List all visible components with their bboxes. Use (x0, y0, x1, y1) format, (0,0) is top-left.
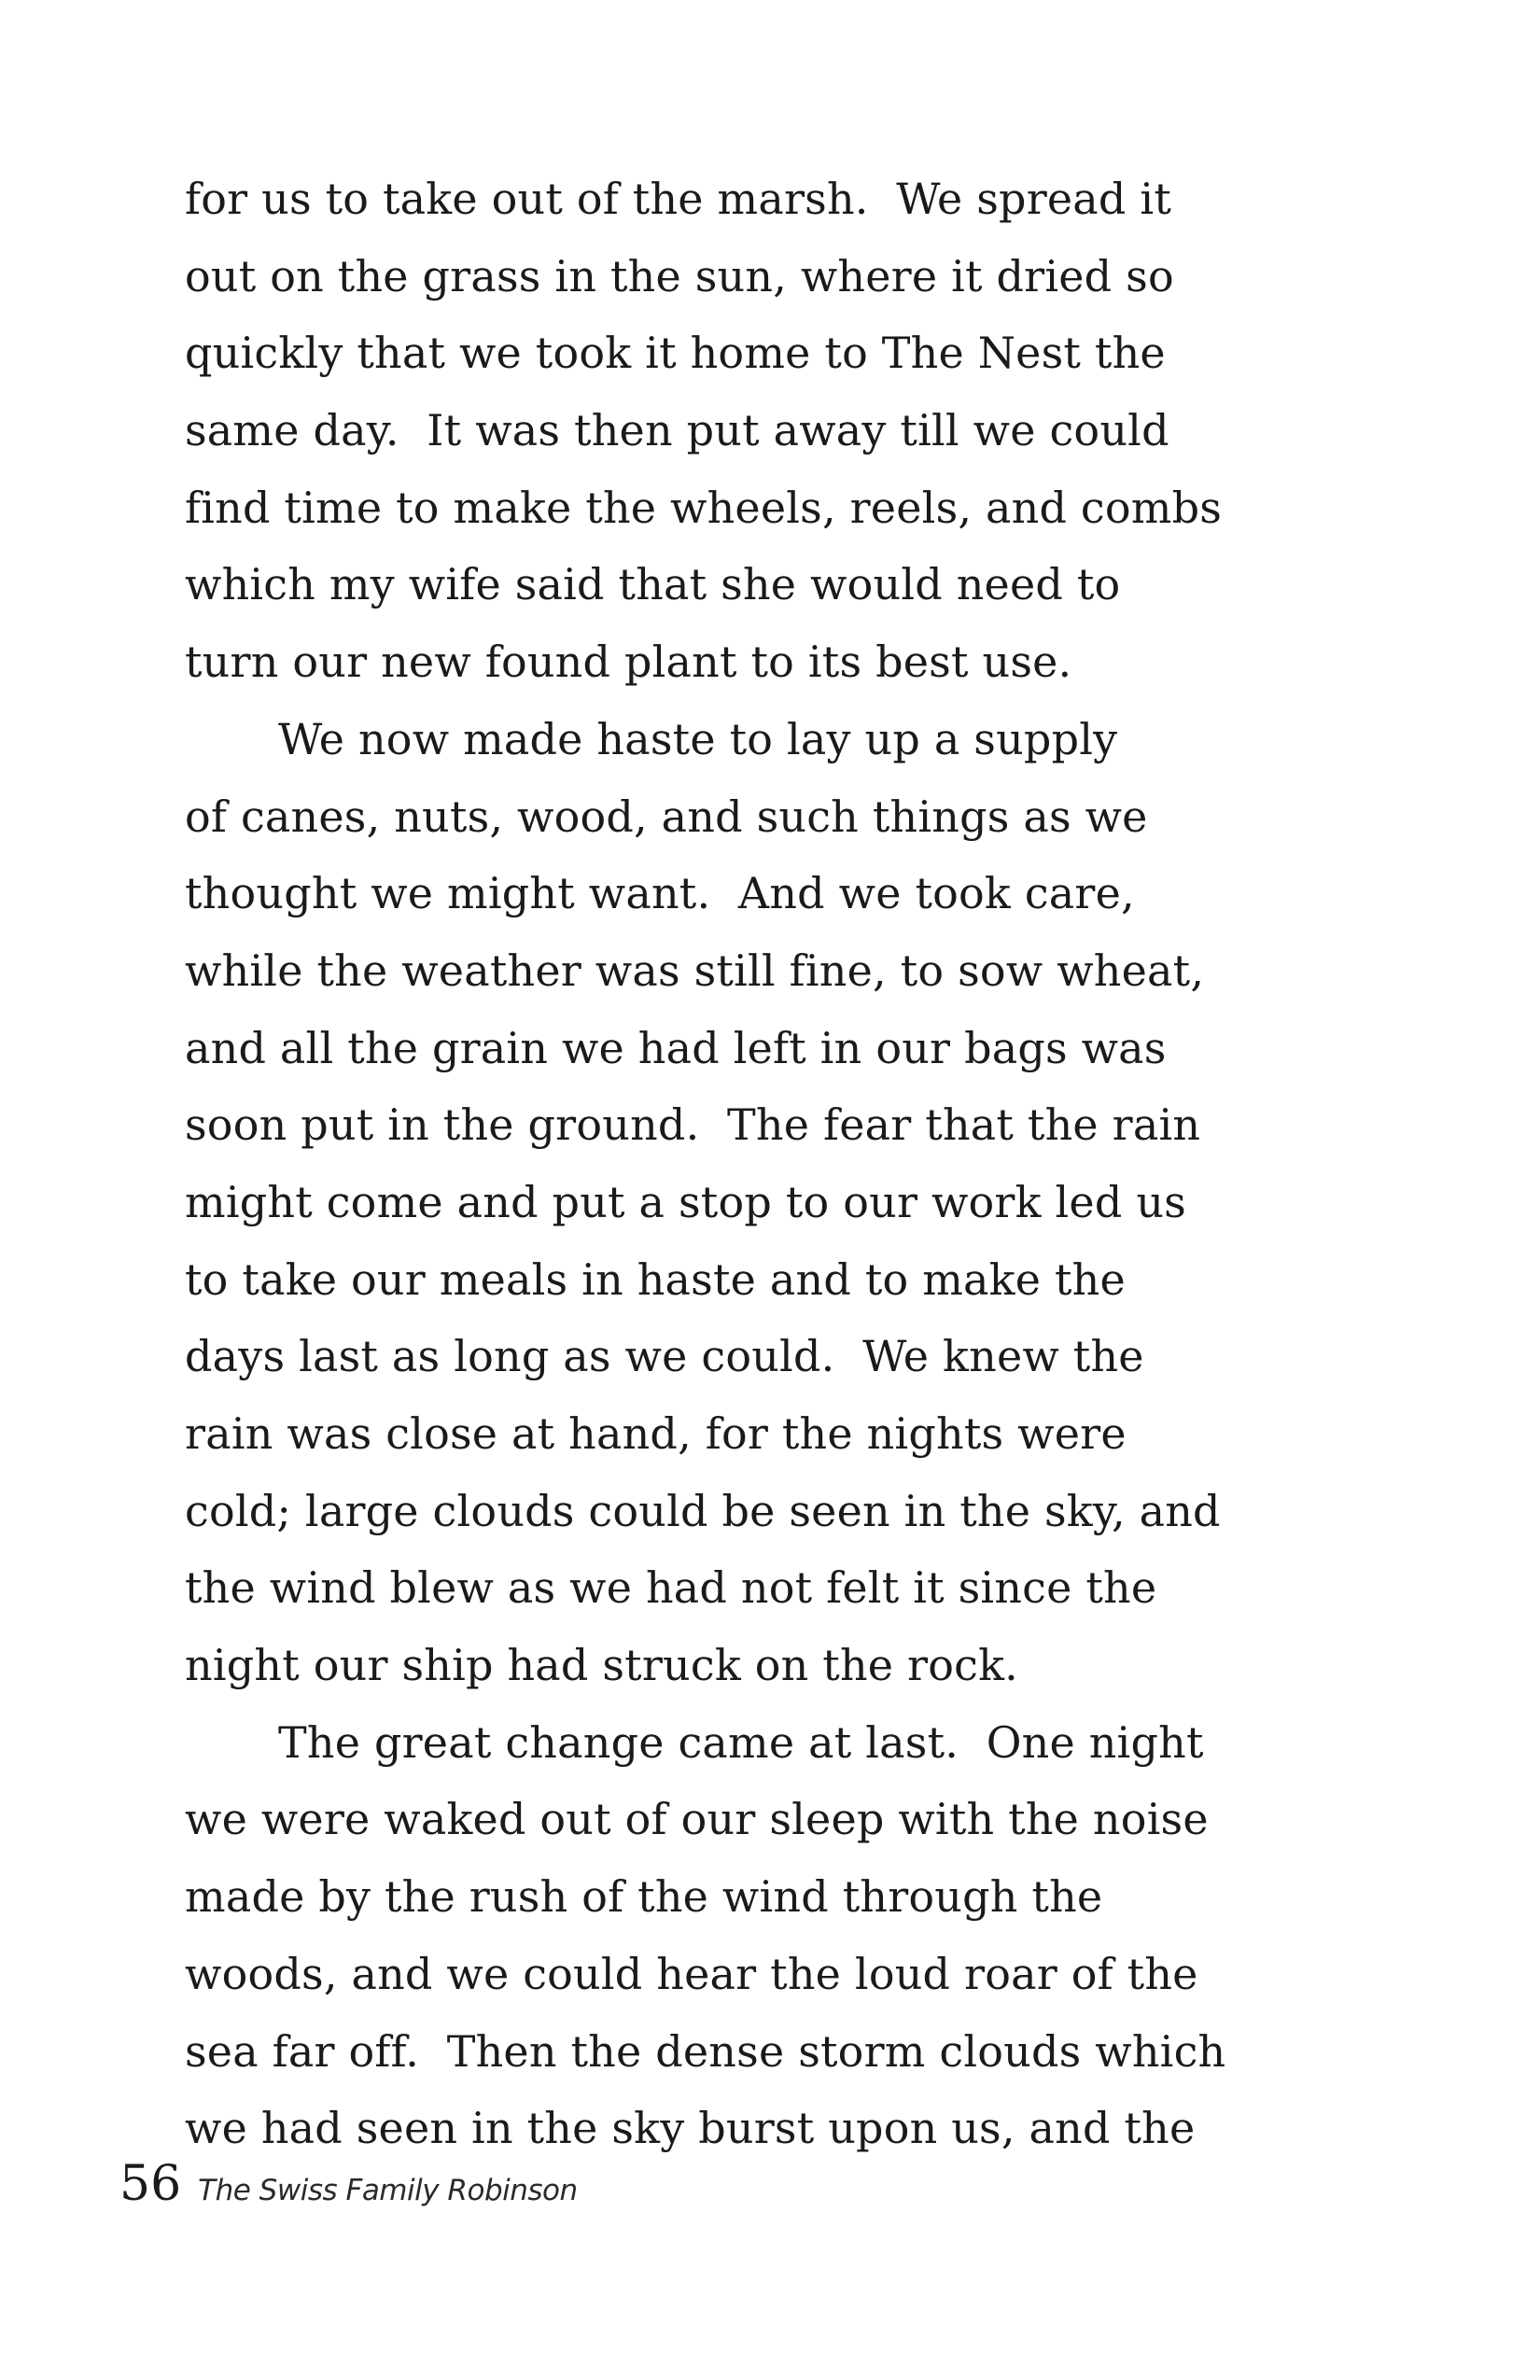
text-line: cold; large clouds could be seen in the sky, and (185, 1485, 1221, 1536)
page-number: 56 (119, 2156, 182, 2212)
text-line: quickly that we took it home to The Nest the (185, 328, 1166, 379)
text-line: the wind blew as we had not felt it since the (185, 1562, 1157, 1614)
text-line: night our ship had struck on the rock. (185, 1640, 1018, 1691)
text-line: soon put in the ground. The fear that the rain (185, 1099, 1201, 1151)
text-line: to take our meals in haste and to make the (185, 1253, 1126, 1305)
body-text (185, 161, 1398, 2167)
text-line: made by the rush of the wind through the (185, 1871, 1103, 1923)
running-title: The Swiss Family Robinson (198, 2174, 578, 2207)
text-line: we had seen in the sky burst upon us, and the (185, 2103, 1196, 2154)
page-footer (119, 2156, 578, 2221)
text-line: which my wife said that she would need to (185, 559, 1121, 610)
paragraph-first-line: We now made haste to lay up a supply (278, 713, 1118, 764)
text-line: thought we might want. And we took care, (185, 868, 1135, 919)
text-line: for us to take out of the marsh. We spread it (185, 174, 1172, 224)
text-line: turn our new found plant to its best use. (185, 637, 1072, 688)
text-line: woods, and we could hear the loud roar of the (185, 1948, 1198, 1999)
text-line: might come and put a stop to our work led us (185, 1176, 1186, 1227)
text-line: while the weather was still fine, to sow wheat, (185, 945, 1205, 996)
text-line: same day. It was then put away till we could (185, 405, 1169, 456)
text-line: rain was close at hand, for the nights were (185, 1408, 1127, 1459)
text-line: out on the grass in the sun, where it dried so (185, 250, 1174, 301)
text-line: and all the grain we had left in our bags was (185, 1022, 1167, 1073)
text-line: days last as long as we could. We knew the (185, 1331, 1144, 1382)
text-line: we were waked out of our sleep with the noise (185, 1794, 1209, 1845)
text-line: sea far off. Then the dense storm clouds which (185, 2025, 1226, 2077)
text-line: find time to make the wheels, reels, and combs (185, 482, 1223, 533)
paragraph-first-line: The great change came at last. One night (278, 1716, 1204, 1768)
text-line: of canes, nuts, wood, and such things as we (185, 791, 1148, 842)
